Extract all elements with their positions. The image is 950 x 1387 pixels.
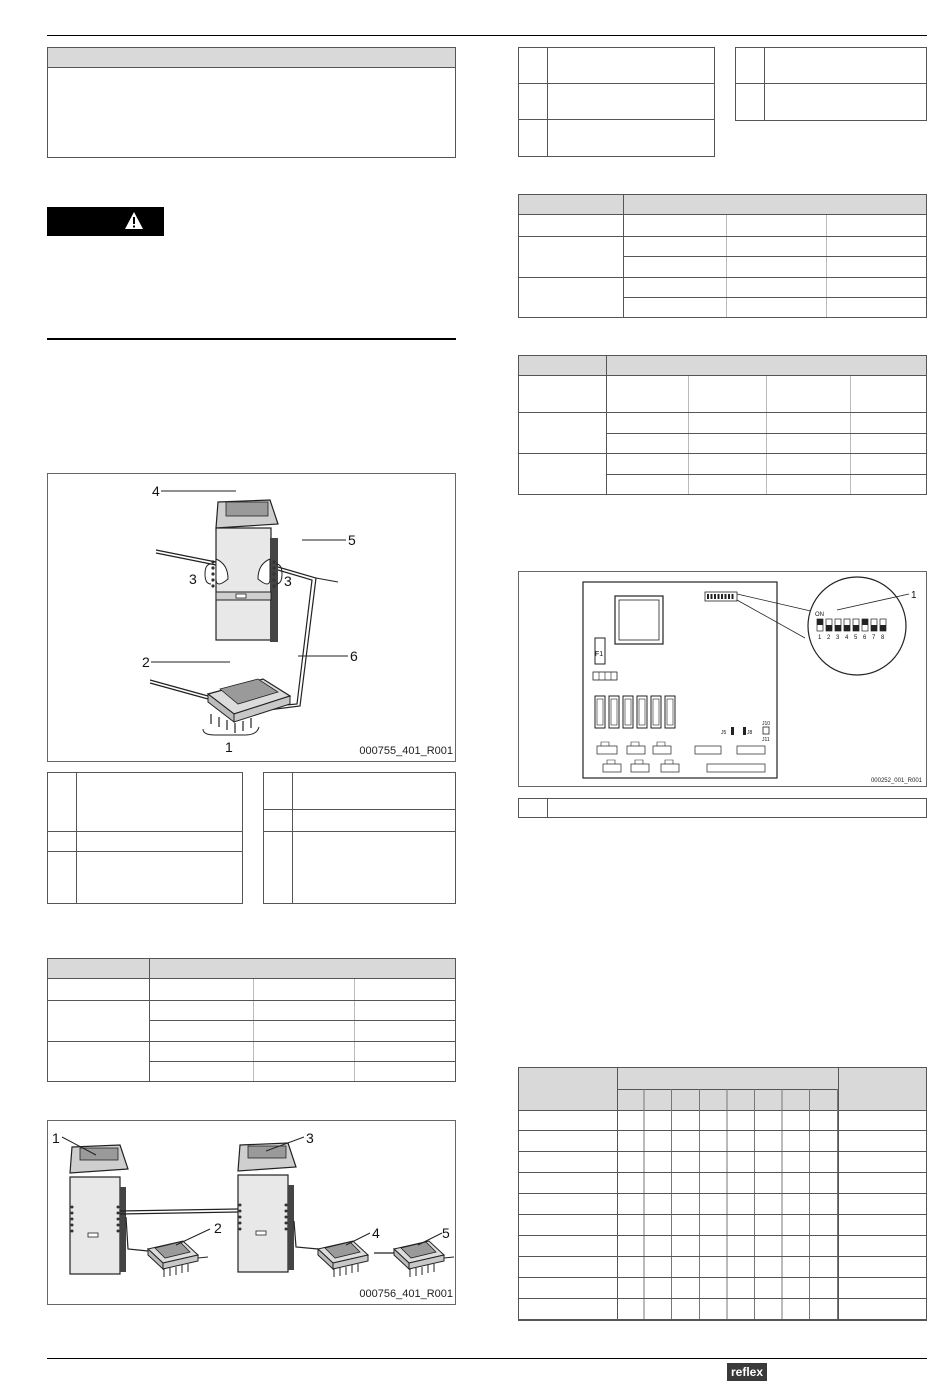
figure-3-id: 000252_001_R001	[870, 778, 922, 784]
dip-number-6: 6	[863, 635, 867, 641]
config-table-right-2	[518, 355, 927, 495]
config-table-right-1	[518, 194, 927, 318]
figure-2-callout-2: 2	[214, 1220, 222, 1236]
figure-1-callout-5: 5	[348, 532, 356, 548]
config-table-left	[47, 958, 456, 1082]
note-box-header	[48, 48, 455, 68]
dip-number-3: 3	[836, 635, 840, 641]
dip-number-4: 4	[845, 635, 849, 641]
figure-1-callout-4: 4	[152, 483, 160, 499]
figure-1-callout-3a: 3	[189, 571, 197, 587]
figure-2-callout-4: 4	[372, 1225, 380, 1241]
figure-3-dip-on: ON	[815, 612, 824, 618]
figure-2-callout-3: 3	[306, 1130, 314, 1146]
figure-2	[47, 1120, 456, 1305]
figure-1-callout-6: 6	[350, 648, 358, 664]
figure-1-id: 000755_401_R001	[359, 745, 453, 757]
figure-3	[518, 571, 927, 787]
figure-2-callout-5: 5	[442, 1225, 450, 1241]
legend-table-right	[263, 772, 456, 904]
dip-number-1: 1	[818, 635, 822, 641]
legend-table-top-b	[735, 47, 927, 121]
legend-table-fig3	[518, 798, 927, 818]
figure-1-callout-1: 1	[225, 739, 233, 755]
figure-3-callout-1: 1	[911, 590, 917, 601]
warning-label	[47, 207, 164, 236]
reflex-logo: reflex	[727, 1363, 767, 1381]
legend-table-top-a	[518, 47, 715, 157]
section-rule	[47, 338, 456, 340]
note-box	[47, 47, 456, 158]
figure-1-drawing	[48, 474, 455, 761]
figure-2-drawing	[48, 1121, 455, 1304]
figure-3-drawing	[519, 572, 926, 786]
figure-3-label-j10: J10	[762, 721, 771, 727]
figure-1-callout-3b: 3	[284, 573, 292, 589]
dip-number-5: 5	[854, 635, 858, 641]
footer-rule	[47, 1358, 927, 1359]
dip-number-8: 8	[881, 635, 885, 641]
dip-setting-table	[518, 1067, 927, 1321]
figure-3-label-j11: J11	[762, 737, 770, 743]
figure-3-label-j5: J5	[721, 730, 727, 736]
figure-1-callout-2: 2	[142, 654, 150, 670]
header-rule	[47, 35, 927, 36]
figure-3-label-j8: J8	[747, 730, 753, 736]
figure-2-callout-1: 1	[52, 1130, 60, 1146]
warning-icon	[47, 207, 164, 236]
legend-table-left	[47, 772, 243, 904]
figure-2-id: 000756_401_R001	[359, 1288, 453, 1300]
dip-number-2: 2	[827, 635, 831, 641]
figure-3-label-f1: F1	[595, 651, 604, 658]
figure-1	[47, 473, 456, 762]
dip-number-7: 7	[872, 635, 876, 641]
